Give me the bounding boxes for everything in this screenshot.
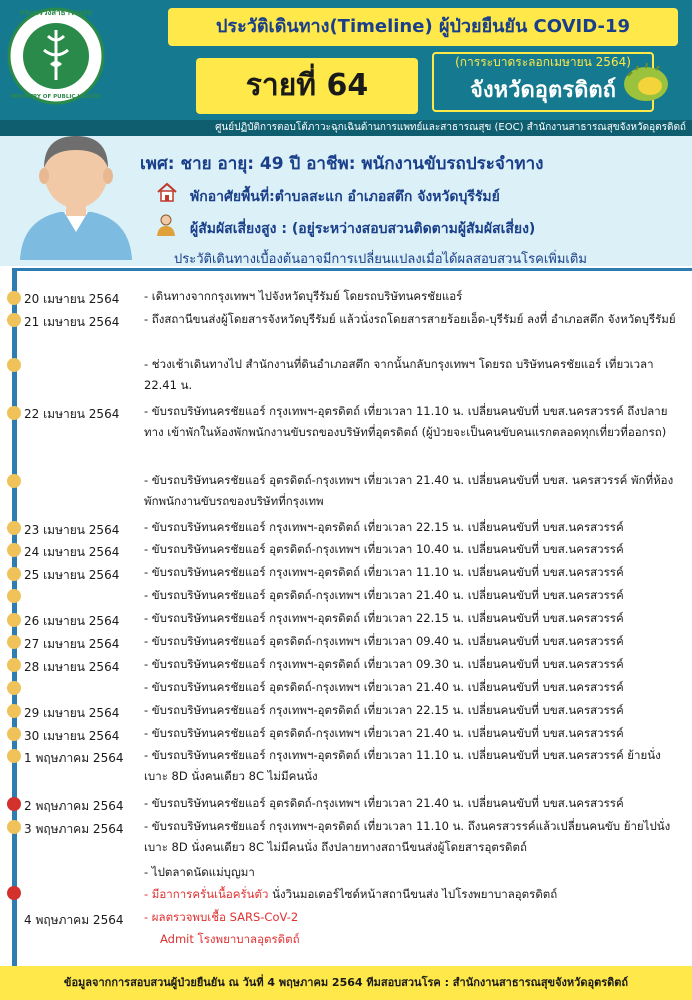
logo-top-text: กระทรวงสาธารณสุข bbox=[19, 8, 93, 17]
timeline-dot bbox=[7, 635, 21, 649]
timeline-entry: - ช่วงเช้าเดินทางไป สำนักงานที่ดินอำเภอสตึก จากนั้นกลับกรุงเทพฯ โดยรถ บริษัทนครชัยแอร์ เที่ยวเวลา 22.41 น. bbox=[144, 357, 654, 392]
timeline-date: 22 เมษายน 2564 bbox=[24, 407, 120, 421]
test-result: - ผลตรวจพบเชื้อ SARS-CoV-2 bbox=[144, 910, 299, 924]
timeline-dot bbox=[7, 749, 21, 763]
timeline-entry: - ขับรถบริษัทนครชัยแอร์ กรุงเทพฯ-อุตรดิตถ์ เที่ยวเวลา 09.30 น. เปลี่ยนคนขับที่ บขส.นครสวรรค์ bbox=[144, 657, 624, 671]
timeline-date: 25 เมษายน 2564 bbox=[24, 568, 120, 582]
timeline-dot bbox=[7, 589, 21, 603]
timeline-date: 27 เมษายน 2564 bbox=[24, 637, 120, 651]
timeline-date: 21 เมษายน 2564 bbox=[24, 315, 120, 329]
house-icon bbox=[156, 182, 178, 202]
timeline-entry-rest: นั่งวินมอเตอร์ไซด์หน้าสถานีขนส่ง ไปโรงพยาบาลอุตรดิตถ์ bbox=[268, 887, 558, 901]
symptom-text: - มีอาการครั่นเนื้อครั่นตัว bbox=[144, 887, 269, 901]
timeline-entry: - ขับรถบริษัทนครชัยแอร์ กรุงเทพฯ-อุตรดิตถ์ เที่ยวเวลา 11.10 น. เปลี่ยนคนขับที่ บขส.นครสวรรค์ ย้ายนั่งเบาะ 8D นั่งคนเดียว 8C ไม่มีคนนั่ง bbox=[144, 748, 661, 783]
timeline-entry: - ขับรถบริษัทนครชัยแอร์ กรุงเทพฯ-อุตรดิตถ์ เที่ยวเวลา 11.10 น. ถึงนครสวรรค์แล้วเปลี่ยนคนขับ ย้ายไปนั่งเบาะ 8D นั่งคนเดียว 8C ไม่มีคนนั่ง ถึงปลายทางสถานีขนส่งผู้โดยสารอุตรดิตถ์ bbox=[144, 819, 671, 854]
wave-note: (การระบาดระลอกเมษายน 2564) bbox=[455, 55, 631, 69]
province-name: จังหวัดอุตรดิตถ์ bbox=[470, 78, 616, 103]
timeline-entry-with-symptom bbox=[144, 884, 684, 905]
timeline-entry: - ขับรถบริษัทนครชัยแอร์ อุตรดิตถ์-กรุงเทพฯ เที่ยวเวลา 09.40 น. เปลี่ยนคนขับที่ บขส.นครสวรรค์ bbox=[144, 634, 624, 648]
timeline-dot-alert bbox=[7, 886, 21, 900]
ministry-logo bbox=[6, 6, 106, 106]
timeline-date: 2 พฤษภาคม 2564 bbox=[24, 799, 124, 813]
timeline-dot bbox=[7, 704, 21, 718]
timeline-entry: - ขับรถบริษัทนครชัยแอร์ อุตรดิตถ์-กรุงเทพฯ เที่ยวเวลา 21.40 น. เปลี่ยนคนขับที่ บขส. นครสวรรค์ พักที่ห้องพักพนักงานขับรถของบริษัทที่กรุงเทพ bbox=[144, 473, 674, 508]
timeline-date: 29 เมษายน 2564 bbox=[24, 706, 120, 720]
timeline-dot bbox=[7, 613, 21, 627]
timeline-entry: - ขับรถบริษัทนครชัยแอร์ อุตรดิตถ์-กรุงเทพฯ เที่ยวเวลา 21.40 น. เปลี่ยนคนขับที่ บขส.นครสวรรค์ bbox=[144, 680, 624, 694]
logo-bottom-text: MINISTRY OF PUBLIC HEALTH bbox=[11, 94, 101, 100]
timeline-dot bbox=[7, 291, 21, 305]
timeline-date: 3 พฤษภาคม 2564 bbox=[24, 822, 124, 836]
timeline-entry: - ขับรถบริษัทนครชัยแอร์ กรุงเทพฯ-อุตรดิตถ์ เที่ยวเวลา 22.15 น. เปลี่ยนคนขับที่ บขส.นครสวรรค์ bbox=[144, 611, 624, 625]
patient-avatar-icon bbox=[14, 128, 138, 260]
admission-note: Admit โรงพยาบาลอุตรดิตถ์ bbox=[160, 932, 300, 946]
timeline-entry: - ขับรถบริษัทนครชัยแอร์ อุตรดิตถ์-กรุงเทพฯ เที่ยวเวลา 21.40 น. เปลี่ยนคนขับที่ บขส.นครสวรรค์ bbox=[144, 796, 624, 810]
timeline-entry: - ขับรถบริษัทนครชัยแอร์ กรุงเทพฯ-อุตรดิตถ์ เที่ยวเวลา 11.10 น. เปลี่ยนคนขับที่ บขส.นครสวรรค์ ถึงปลายทาง เข้าพักในห้องพักพนักงานขับรถของบริษัทที่อุตรดิตถ์ (ผู้ป่วยจะเป็นคนขับคนแรกตลอดทุกเที่ยวที่ออกรถ) bbox=[144, 404, 668, 439]
timeline-entry: - ขับรถบริษัทนครชัยแอร์ อุตรดิตถ์-กรุงเทพฯ เที่ยวเวลา 10.40 น. เปลี่ยนคนขับที่ บขส.นครสวรรค์ bbox=[144, 542, 624, 556]
timeline-entry: - ขับรถบริษัทนครชัยแอร์ กรุงเทพฯ-อุตรดิตถ์ เที่ยวเวลา 22.15 น. เปลี่ยนคนขับที่ บขส.นครสวรรค์ bbox=[144, 520, 624, 534]
timeline-date: 30 เมษายน 2564 bbox=[24, 729, 120, 743]
timeline-dot bbox=[7, 358, 21, 372]
timeline-dot bbox=[7, 567, 21, 581]
timeline-entry: - ขับรถบริษัทนครชัยแอร์ อุตรดิตถ์-กรุงเทพฯ เที่ยวเวลา 21.40 น. เปลี่ยนคนขับที่ บขส.นครสวรรค์ bbox=[144, 588, 624, 602]
page-title: ประวัติเดินทาง(Timeline) ผู้ป่วยยืนยัน COVID-19 bbox=[215, 16, 630, 37]
footer-source-note: ข้อมูลจากการสอบสวนผู้ป่วยยืนยัน ณ วันที่ 4 พฤษภาคม 2564 ทีมสอบสวนโรค : สำนักงานสาธารณสุขจังหวัดอุตรดิตถ์ bbox=[63, 976, 629, 989]
timeline-date: 23 เมษายน 2564 bbox=[24, 523, 120, 537]
timeline-date: 24 เมษายน 2564 bbox=[24, 545, 120, 559]
timeline-entry: - ไปตลาดนัดแม่บุญมา bbox=[144, 865, 255, 879]
timeline-date: 1 พฤษภาคม 2564 bbox=[24, 751, 124, 765]
timeline-dot bbox=[7, 474, 21, 488]
timeline-dot bbox=[7, 313, 21, 327]
timeline-dot bbox=[7, 406, 21, 420]
timeline-dot-alert bbox=[7, 797, 21, 811]
timeline-date: 4 พฤษภาคม 2564 bbox=[24, 913, 124, 927]
timeline-dot bbox=[7, 521, 21, 535]
timeline-entry: - ถึงสถานีขนส่งผู้โดยสารจังหวัดบุรีรัมย์ แล้วนั่งรถโดยสารสายร้อยเอ็ด-บุรีรัมย์ ลงที่ อำเภอสตึก จังหวัดบุรีรัมย์ bbox=[144, 312, 676, 326]
timeline-entry: - ขับรถบริษัทนครชัยแอร์ อุตรดิตถ์-กรุงเทพฯ เที่ยวเวลา 21.40 น. เปลี่ยนคนขับที่ บขส.นครสวรรค์ bbox=[144, 726, 624, 740]
timeline-date: 26 เมษายน 2564 bbox=[24, 614, 120, 628]
patient-residence: พักอาศัยพื้นที่:ตำบลสะแก อำเภอสตึก จังหวัดบุรีรัมย์ bbox=[190, 189, 500, 205]
timeline-entry: - ขับรถบริษัทนครชัยแอร์ กรุงเทพฯ-อุตรดิตถ์ เที่ยวเวลา 11.10 น. เปลี่ยนคนขับที่ บขส.นครสวรรค์ bbox=[144, 565, 624, 579]
patient-demographics: เพศ: ชาย อายุ: 49 ปี อาชีพ: พนักงานขับรถประจำทาง bbox=[140, 154, 544, 174]
travel-disclaimer: ประวัติเดินทางเบื้องต้นอาจมีการเปลี่ยนแปลงเมื่อได้ผลสอบสวนโรคเพิ่มเติม bbox=[174, 252, 587, 267]
timeline-dot bbox=[7, 543, 21, 557]
section-divider bbox=[14, 268, 692, 271]
contact-person-icon bbox=[156, 214, 176, 236]
timeline-date: 20 เมษายน 2564 bbox=[24, 292, 120, 306]
case-number: รายที่ 64 bbox=[196, 58, 418, 114]
timeline-dot bbox=[7, 820, 21, 834]
timeline-dot bbox=[7, 658, 21, 672]
timeline-dot bbox=[7, 681, 21, 695]
timeline-entry: - เดินทางจากกรุงเทพฯ ไปจังหวัดบุรีรัมย์ โดยรถบริษัทนครชัยแอร์ bbox=[144, 289, 463, 303]
patient-contact-status: ผู้สัมผัสเสี่ยงสูง : (อยู่ระหว่างสอบสวนติดตามผู้สัมผัสเสี่ยง) bbox=[190, 221, 536, 237]
durian-icon bbox=[620, 60, 672, 104]
eoc-text: ศูนย์ปฏิบัติการตอบโต้ภาวะฉุกเฉินด้านการแพทย์และสาธารณสุข (EOC) สำนักงานสาธารณสุขจังหวัดอุตรดิตถ์ bbox=[215, 122, 686, 133]
timeline-entry: - ขับรถบริษัทนครชัยแอร์ กรุงเทพฯ-อุตรดิตถ์ เที่ยวเวลา 22.15 น. เปลี่ยนคนขับที่ บขส.นครสวรรค์ bbox=[144, 703, 624, 717]
timeline-dot bbox=[7, 727, 21, 741]
timeline-date: 28 เมษายน 2564 bbox=[24, 660, 120, 674]
